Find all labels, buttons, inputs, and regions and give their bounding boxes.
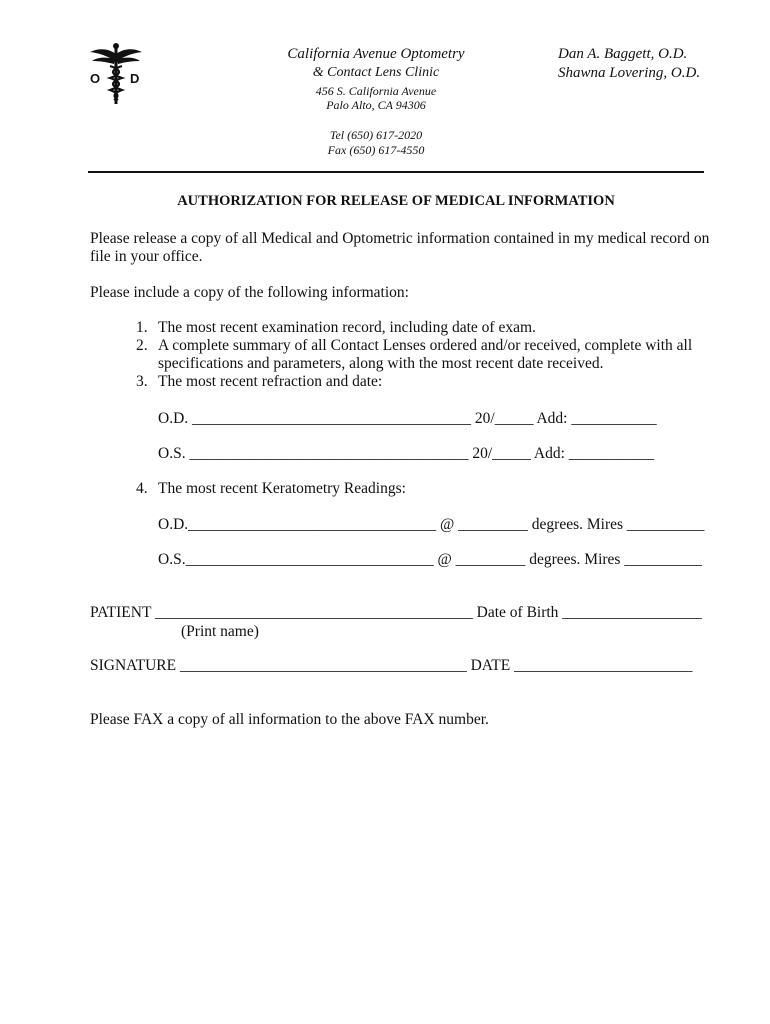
list-item-text-continued: specifications and parameters, along with the most recent date received. — [158, 355, 604, 372]
doctor-name-2: Shawna Lovering, O.D. — [558, 65, 701, 81]
list-item-text: The most recent refraction and date: — [158, 373, 383, 390]
list-item — [136, 480, 406, 498]
signature-field[interactable]: SIGNATURE _____________________________________ DATE _______________________ — [90, 657, 693, 674]
refraction-od-field[interactable]: O.D. ____________________________________ 20/_____ Add: ___________ — [158, 410, 657, 427]
list-item-text: The most recent examination record, including date of exam. — [158, 319, 536, 336]
caduceus-icon — [88, 42, 144, 106]
header-divider — [88, 171, 704, 173]
list-item-number: 3. — [136, 373, 148, 390]
keratometry-os-field[interactable]: O.S.________________________________ @ _________ degrees. Mires __________ — [158, 551, 702, 568]
list-item — [136, 337, 692, 355]
form-title: AUTHORIZATION FOR RELEASE OF MEDICAL INFORMATION — [177, 193, 615, 209]
caduceus-logo — [88, 42, 144, 106]
clinic-address-line2: Palo Alto, CA 94306 — [326, 98, 426, 112]
intro-text-line2: file in your office. — [90, 248, 203, 265]
keratometry-od-field[interactable]: O.D.________________________________ @ _________ degrees. Mires __________ — [158, 516, 705, 533]
clinic-name-line2: & Contact Lens Clinic — [312, 65, 440, 80]
include-text: Please include a copy of the following information: — [90, 284, 409, 301]
print-name-label: (Print name) — [181, 623, 259, 640]
list-item-number: 2. — [136, 337, 148, 354]
list-item-text: The most recent Keratometry Readings: — [158, 480, 406, 497]
fax-note: Please FAX a copy of all information to the above FAX number. — [90, 711, 489, 728]
clinic-tel: Tel (650) 617-2020 — [329, 128, 423, 142]
list-item-number: 4. — [136, 480, 148, 497]
list-item — [136, 373, 382, 391]
intro-text-line1: Please release a copy of all Medical and Optometric information contained in my medical record on — [90, 230, 710, 247]
patient-name-field[interactable]: PATIENT _________________________________________ Date of Birth __________________ — [90, 604, 702, 621]
logo-letter-d: D — [130, 71, 140, 86]
list-item — [136, 319, 536, 337]
doctor-name-1: Dan A. Baggett, O.D. — [558, 46, 688, 62]
clinic-fax: Fax (650) 617-4550 — [327, 143, 425, 157]
refraction-os-field[interactable]: O.S. ____________________________________ 20/_____ Add: ___________ — [158, 445, 655, 462]
clinic-name-line1: California Avenue Optometry — [287, 46, 465, 62]
list-item-text: A complete summary of all Contact Lenses ordered and/or received, complete with all — [158, 337, 693, 354]
list-item-number: 1. — [136, 319, 148, 336]
clinic-address-line1: 456 S. California Avenue — [315, 84, 437, 98]
logo-letter-o: O — [90, 71, 101, 86]
